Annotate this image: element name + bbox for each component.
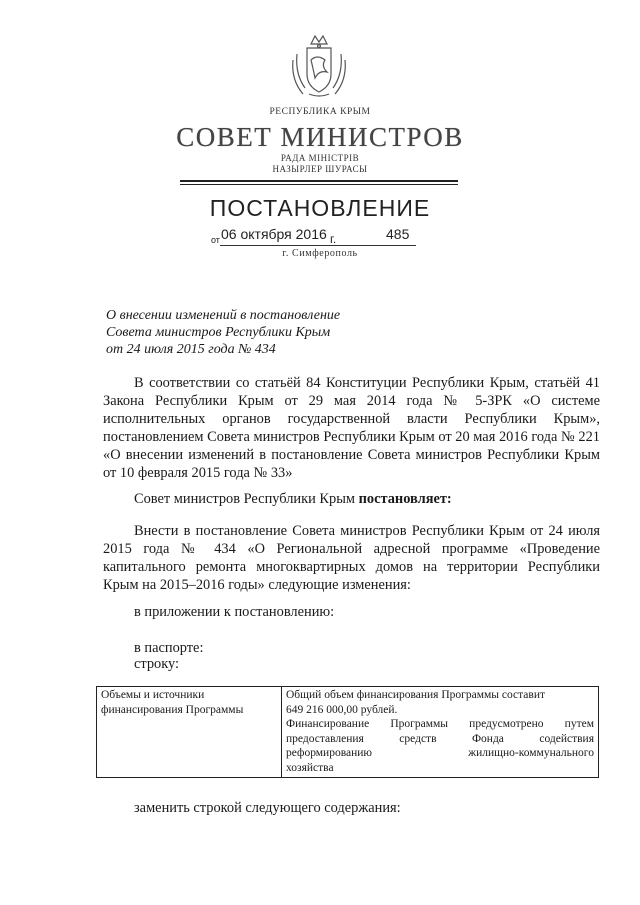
preamble-text: В соответствии со статьёй 84 Конституции Республики Крым, статьёй 41 Закона Республики Крым от 29 мая 2014 года № 5-ЗРК «О системе исполнительных органов государственной власти Республики Крым», постановлением Совета министров Республики Крым от 20 мая 2016 года № 221 «О внесении изменений в постановление Совета министров Республики Крым от 10 февраля 2015 года № 33» bbox=[103, 375, 600, 481]
header-rule bbox=[180, 180, 458, 182]
financing-table bbox=[96, 686, 599, 778]
subject-line: Совета министров Республики Крым bbox=[106, 325, 331, 340]
cell-line: реформированию жилищно-коммунального bbox=[286, 747, 594, 759]
cell-line: Общий объем финансирования Программы составит bbox=[286, 689, 546, 701]
year-suffix: г. bbox=[330, 232, 337, 246]
cell-line: финансирования Программы bbox=[101, 703, 244, 716]
appendix-line: в приложении к постановлению: bbox=[134, 604, 335, 620]
resolution-verb: постановляет: bbox=[358, 491, 452, 507]
cell-line: предоставления средств Фонда содействия bbox=[286, 732, 594, 745]
council-title: СОВЕТ МИНИСТРОВ bbox=[176, 122, 464, 152]
replace-line: заменить строкой следующего содержания: bbox=[134, 800, 401, 816]
document-date: 06 октября 2016 bbox=[221, 226, 327, 242]
cell-line: Объемы и источники bbox=[101, 689, 205, 701]
passport-line: в паспорте: bbox=[134, 640, 204, 656]
council-title-ukrainian: РАДА МІНІСТРІВ bbox=[280, 153, 360, 163]
council-title-crimean-tatar: НАЗЫРЛЕР ШУРАСЫ bbox=[272, 164, 368, 174]
header-rule-thin bbox=[180, 184, 458, 185]
subject-line: от 24 июля 2015 года № 434 bbox=[106, 342, 276, 357]
amendment-paragraph bbox=[103, 522, 600, 594]
subject-line: О внесении изменений в постановление bbox=[106, 308, 341, 323]
row-line: строку: bbox=[134, 656, 180, 672]
cell-line: Финансирование Программы предусмотрено путем bbox=[286, 718, 594, 730]
cell-line: хозяйства bbox=[286, 761, 334, 774]
crimea-coat-of-arms-icon bbox=[289, 30, 349, 102]
amendment-text: Внести в постановление Совета министров Республики Крым от 24 июля 2015 года № 434 «О Региональной адресной программе «Проведение капитального ремонта многоквартирных домов на территории Республики Крым на 2015–2016 годы» следующие изменения: bbox=[103, 523, 600, 593]
financing-label-cell bbox=[97, 687, 282, 778]
document-city: г. Симферополь bbox=[282, 248, 358, 259]
document-type-title: ПОСТАНОВЛЕНИЕ bbox=[209, 195, 431, 221]
resolution-paragraph bbox=[103, 490, 600, 508]
date-underline bbox=[220, 245, 416, 246]
date-prefix: от bbox=[211, 235, 220, 245]
cell-line: 649 216 000,00 рублей. bbox=[286, 703, 398, 716]
table-row bbox=[97, 687, 599, 778]
document-subject bbox=[106, 307, 340, 358]
resolution-lead: Совет министров Республики Крым bbox=[134, 491, 355, 507]
financing-value-cell bbox=[282, 687, 599, 778]
document-number: 485 bbox=[386, 226, 410, 242]
republic-label: РЕСПУБЛИКА КРЫМ bbox=[269, 107, 371, 117]
preamble-paragraph bbox=[103, 374, 600, 482]
